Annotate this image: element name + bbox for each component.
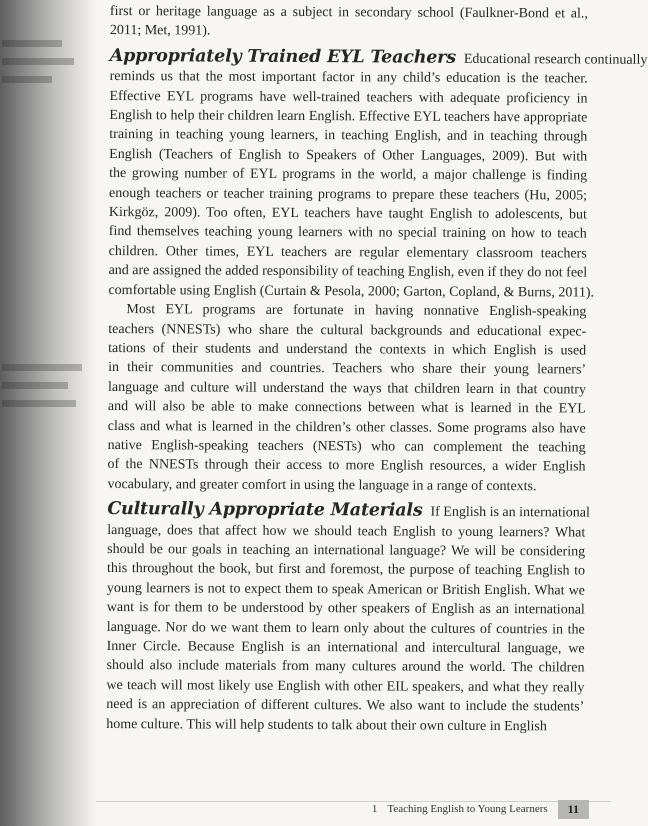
running-footer — [372, 798, 589, 820]
text-line: comfortable using English (Curtain & Pesola, 2000; Garton, Copland, & Burns, 2011). — [108, 282, 595, 301]
text-line: and will also be able to make connections between what is learned in the EYL — [107, 399, 586, 417]
text-line: 2011; Met, 1991). — [109, 23, 211, 39]
section-first-line — [107, 499, 590, 523]
text-line: in their communities and countries. Teachers who share their young learners’ — [108, 360, 587, 378]
text-line: find themselves teaching young learners with no special training on how to teach — [108, 224, 587, 242]
page-body — [106, 2, 648, 737]
text-line: class and what is learned in the children’s other classes. Some programs also have — [107, 418, 586, 437]
section-heading: Appropriately Trained EYL Teachers — [109, 45, 456, 68]
text-line: Effective EYL programs have well-trained teachers with adequate proficiency in — [109, 88, 588, 107]
text-line: Inner Circle. Because English is an international and intercultural language, we — [106, 638, 585, 657]
text-line: the growing number of EYL programs in the world, a major challenge is finding — [109, 166, 588, 184]
text-line: English (Teachers of English to Speakers of Other Languages, 2009). But with — [109, 146, 588, 165]
text-line: language and culture will understand the ways that children learn in that country — [107, 379, 587, 398]
text-line: Kirkgöz, 2009). Too often, EYL teachers have taught English to adolescents, but — [108, 205, 587, 223]
paragraph-top — [110, 2, 588, 43]
text-line: tations of their students and understand the contexts in which English is used — [108, 340, 587, 359]
text-line: training in teaching young learners, in teaching English, and in teaching through — [109, 127, 588, 145]
text-line: and are assigned the added responsibility of teaching English, even if they do not feel — [108, 263, 588, 281]
text-line: of the NNESTs through their access to more English resources, a wider English — [107, 457, 586, 475]
section-culturally-appropriate — [106, 499, 590, 736]
text-line: native English-speaking teachers (NESTs) who can complement the teaching — [107, 437, 586, 456]
chapter-number: 1 — [371, 803, 378, 815]
text-run: Educational research continually — [463, 51, 648, 68]
text-line: should be our goals in teaching an international language? We will be considering — [107, 541, 586, 560]
text-line: English to help their children learn English. Effective EYL teachers have appropriate — [109, 108, 588, 126]
chapter-title: Teaching English to Young Learners — [387, 803, 548, 815]
text-line: language, does that affect how we should teach English to young learners? What — [107, 522, 586, 541]
text-line: language. Nor do we want them to learn only about the cultures of countries in the — [106, 619, 585, 638]
text-line: vocabulary, and greater comfort in using the language in a range of contexts. — [107, 476, 537, 494]
section-first-line — [109, 45, 648, 70]
text-line: need is an appreciation of different cultures. We also want to include the students’ — [106, 697, 585, 715]
text-line: home culture. This will help students to talk about their own culture in English — [106, 716, 547, 734]
section-heading: Culturally Appropriate Materials — [107, 499, 423, 521]
text-line: children. Other times, EYL teachers are regular elementary classroom teachers — [108, 243, 587, 262]
text-line: this throughout the book, but first and foremost, the purpose of teaching English to — [106, 561, 586, 579]
section-trained-teachers — [107, 45, 648, 497]
text-line: teachers (NNESTs) who share the cultural backgrounds and educational expec- — [108, 321, 587, 339]
text-run: If English is an international — [430, 504, 590, 521]
text-line: young learners is not to expect them to speak American or British English. What we — [106, 580, 585, 599]
text-line: enough teachers or teacher training programs to prepare these teachers (Hu, 2005; — [108, 185, 588, 204]
text-line: we teach will most likely use English with other EIL speakers, and what they really — [106, 677, 585, 696]
text-line: should also include materials from many cultures around the world. The children — [106, 658, 585, 676]
text-line: first or heritage language as a subject in secondary school (Faulkner-Bond et al., — [109, 3, 588, 22]
text-line: Most EYL programs are fortunate in having nonnative English-speaking — [126, 302, 587, 320]
text-line: reminds us that the most important factor in any child’s education is the teacher. — [109, 69, 588, 87]
page-number: 11 — [558, 800, 589, 819]
bleed-through-text — [0, 0, 96, 826]
text-line: want is for them to be understood by other speakers of English as an international — [106, 600, 585, 618]
